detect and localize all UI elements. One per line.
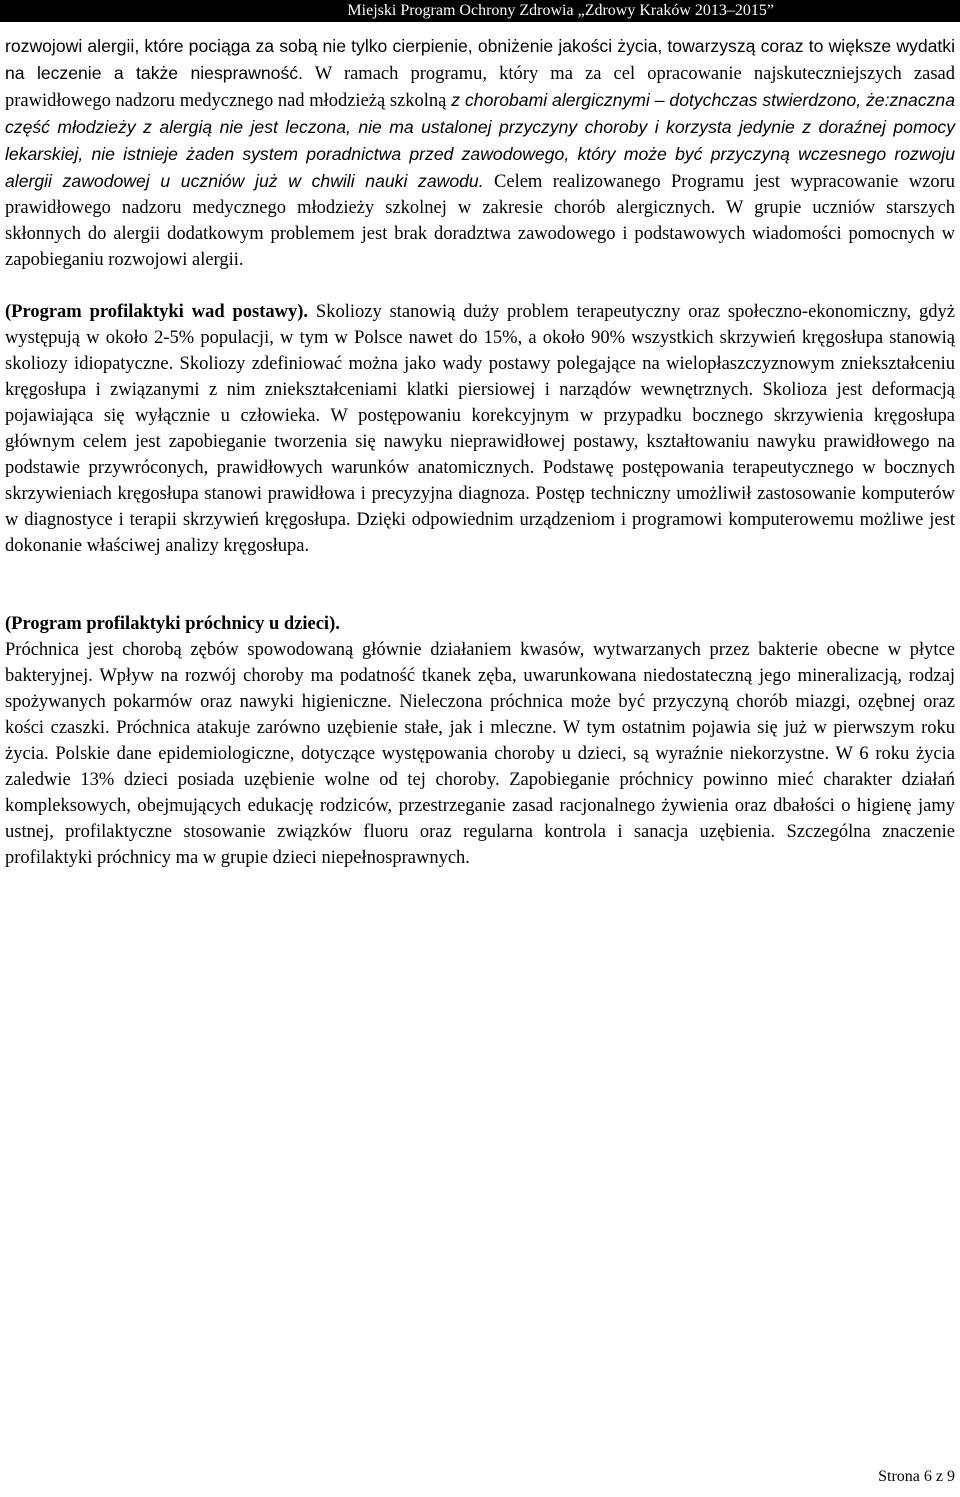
paragraph-spacer	[5, 273, 955, 299]
allergy-text-part-3: z chorobami alergicznymi – dotychczas stwierdzono, że:znaczna część młodzieży z alergią nie jest leczona, nie ma ustalonej przyczyny choroby i korzysta jedynie z doraźnej pomocy lekarskiej, nie istnieje żaden system poradnictwa przed zawodowego, który może być przyczyną wczesnego rozwoju alergii zawodowej u uczniów już w chwili nauki zawodu.	[5, 90, 956, 191]
page-number: Strona 6 z 9	[878, 1468, 955, 1485]
caries-paragraph: Próchnica jest chorobą zębów spowodowaną głównie działaniem kwasów, wytwarzanych przez bakterie obecne w płytce bakteryjnej. Wpływ na rozwój choroby ma podatność tkanek zęba, uwarunkowana niedostateczną jego mineralizacją, rodzaj spożywanych pokarmów oraz nawyki higieniczne. Nieleczona próchnica może być przyczyną chorób miazgi, ozębnej oraz kości czaszki. Próchnica atakuje zarówno uzębienie stałe, jak i mleczne. W tym ostatnim pojawia się już w pierwszym roku życia. Polskie dane epidemiologiczne, dotyczące występowania choroby u dzieci, są wyraźnie niekorzystne. W 6 roku życia zaledwie 13% dzieci posiada uzębienie wolne od tej choroby. Zapobieganie próchnicy powinno mieć charakter działań kompleksowych, obejmujących edukację rodziców, przestrzeganie zasad racjonalnego żywienia oraz dbałości o higienę jamy ustnej, profilaktyczne stosowanie związków fluoru oraz regularna kontrola i sanacja uzębienia. Szczególna znaczenie profilaktyki próchnicy ma w grupie dzieci niepełnosprawnych.	[5, 640, 955, 868]
allergy-paragraph	[5, 33, 955, 273]
header-title: Miejski Program Ochrony Zdrowia „Zdrowy Kraków 2013–2015”	[347, 2, 774, 19]
posture-paragraph	[5, 299, 955, 559]
caries-heading: (Program profilaktyki próchnicy u dzieci).	[5, 614, 340, 634]
document-body	[5, 33, 955, 871]
page-header	[0, 0, 960, 22]
allergy-text-part-4: Celem realizowanego Programu jest wypracowanie wzoru prawidłowego nadzoru medycznego młodzieży szkolnej w zakresie chorób alergicznych. W grupie uczniów starszych skłonnych do alergii dodatkowym problemem jest brak doradztwa zawodowego i podstawowych wiadomości pomocnych w zapobieganiu rozwojowi alergii.	[5, 172, 956, 270]
posture-body: Skoliozy stanowią duży problem terapeutyczny oraz społeczno-ekonomiczny, gdyż występują w około 2-5% populacji, w tym w Polsce nawet do 15%, a około 90% wszystkich skrzywień kręgosłupa stanowią skoliozy idiopatyczne. Skoliozy zdefiniować można jako wady postawy polegające na wielopłaszczyznowym zniekształceniu kręgosłupa i związanymi z nim zniekształceniami klatki piersiowej i narządów wewnętrznych. Skolioza jest deformacją pojawiająca się wyłącznie u człowieka. W postępowaniu korekcyjnym w przypadku bocznego skrzywienia kręgosłupa głównym celem jest zapobieganie tworzenia się nawyku nieprawidłowej postawy, kształtowaniu nawyku prawidłowego na podstawie przywróconych, prawidłowych warunków anatomicznych. Podstawę postępowania terapeutycznego w bocznych skrzywieniach kręgosłupa stanowi prawidłowa i precyzyjna diagnoza. Postęp techniczny umożliwił zastosowanie komputerów w diagnostyce i terapii skrzywień kręgosłupa. Dzięki odpowiednim urządzeniom i programowi komputerowemu możliwe jest dokonanie właściwej analizy kręgosłupa.	[5, 302, 955, 556]
allergy-text-part-1: rozwojowi alergii, które pociąga za sobą nie tylko cierpienie, obniżenie jakości życia, towarzyszą coraz to większe wydatki na leczenie a także niesprawność.	[5, 36, 955, 83]
posture-heading: (Program profilaktyki wad postawy).	[5, 302, 309, 322]
paragraph-spacer	[5, 559, 955, 611]
allergy-text-part-2: W ramach programu, który ma za cel opracowanie najskuteczniejszych zasad prawidłowego nadzoru medycznego nad młodzieżą szkolną	[5, 64, 955, 111]
caries-heading-line	[5, 611, 955, 637]
